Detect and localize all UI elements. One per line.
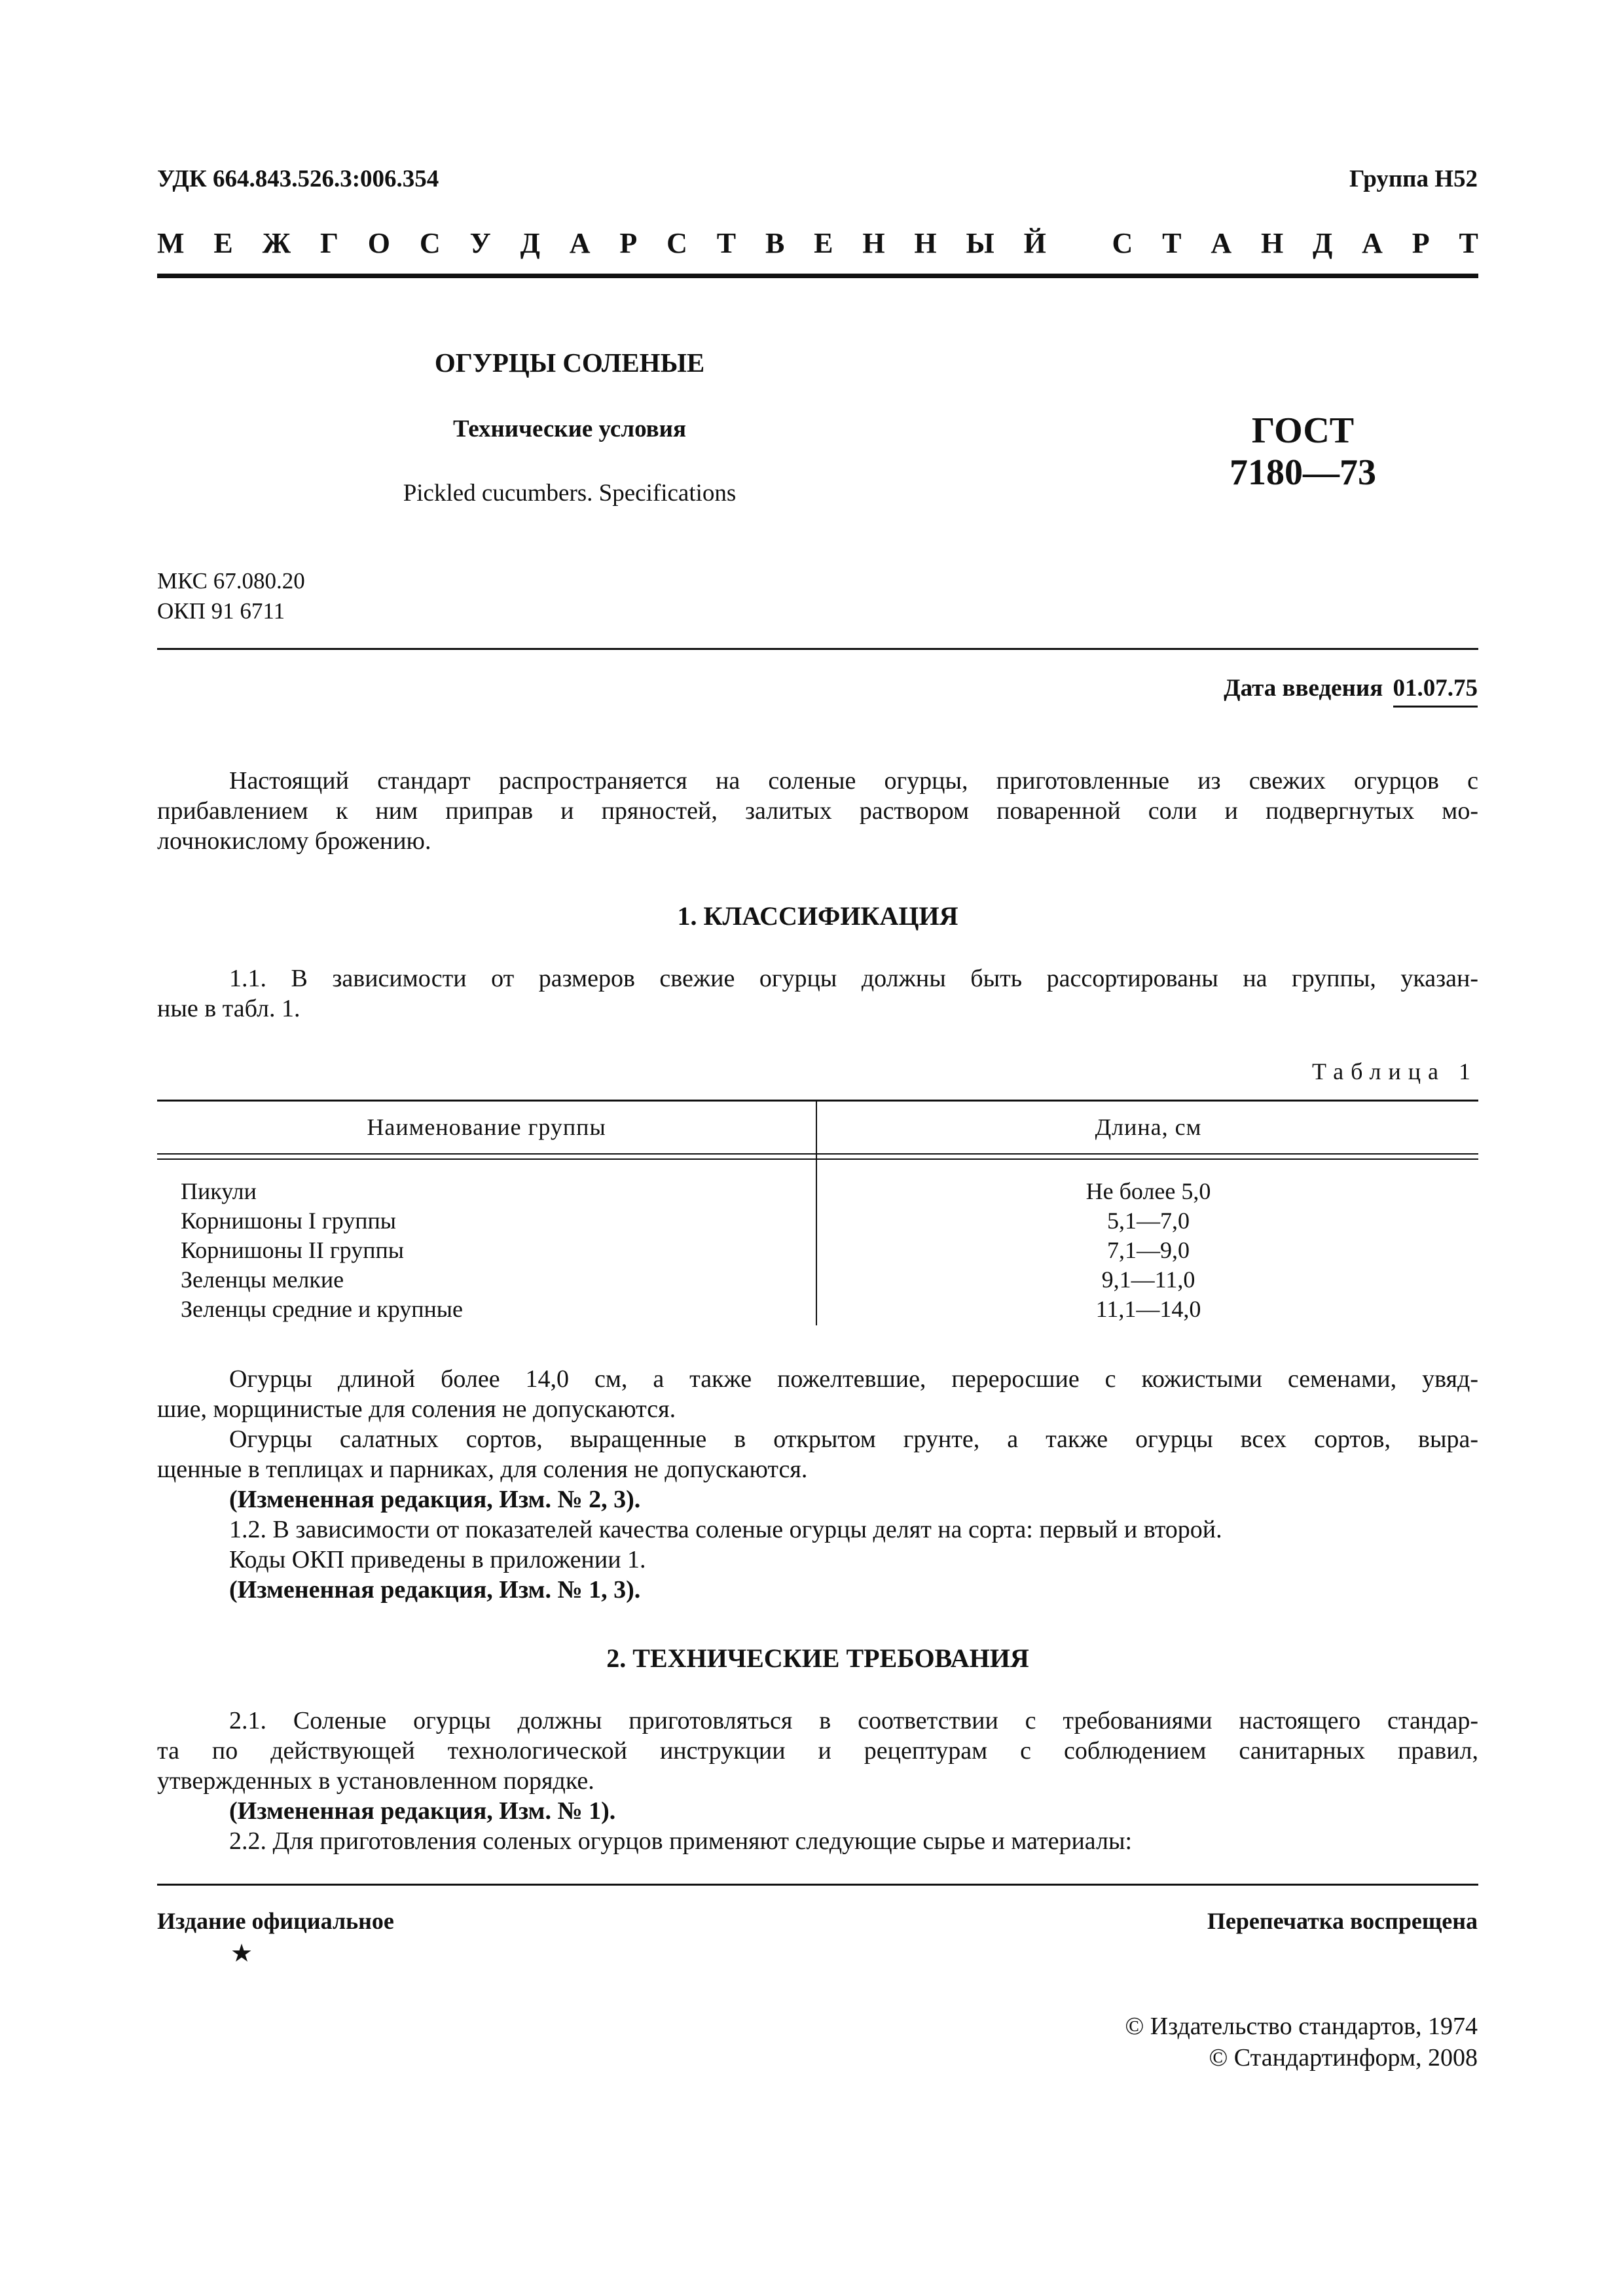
table-cell-length: Не более 5,0 <box>1085 1178 1211 1204</box>
clause-1-1-note-2 <box>157 1424 1478 1484</box>
intro-date-value: 01.07.75 <box>1393 675 1478 708</box>
okp-codes-note: Коды ОКП приведены в приложении 1. <box>229 1546 646 1573</box>
table-cell-length: 11,1—14,0 <box>1095 1296 1201 1322</box>
text-line: прибавлением к ним приправ и пряностей, залитых раствором поваренной соли и подвергнутых мо- <box>157 797 1478 825</box>
text-line: утвержденных в установленном порядке. <box>157 1767 594 1795</box>
udk-code: УДК 664.843.526.3:006.354 <box>157 166 439 192</box>
footer-rule <box>157 1884 1478 1886</box>
star-icon: ★ <box>230 1939 253 1967</box>
text-line: та по действующей технологической инструкции и рецептурам с соблюдением санитарных правил, <box>157 1737 1478 1765</box>
okp-code: ОКП 91 6711 <box>157 598 285 624</box>
table-cell-length: 9,1—11,0 <box>1101 1266 1195 1293</box>
clause-2-1 <box>157 1706 1478 1796</box>
section-1-heading: 1. КЛАССИФИКАЦИЯ <box>677 901 958 931</box>
text-line: Настоящий стандарт распространяется на соленые огурцы, приготовленные из свежих огурцов с <box>229 767 1478 795</box>
table-header-rule-1 <box>157 1153 1478 1155</box>
intro-paragraph <box>157 766 1478 856</box>
table-header-rule-2 <box>157 1158 1478 1160</box>
table-cell-group: Корнишоны II группы <box>181 1237 404 1263</box>
header-rule <box>157 274 1478 278</box>
section-2-heading: 2. ТЕХНИЧЕСКИЕ ТРЕБОВАНИЯ <box>606 1643 1029 1673</box>
table-label: Таблица 1 <box>1312 1058 1478 1085</box>
intro-date <box>1224 674 1478 702</box>
mks-code: МКС 67.080.20 <box>157 568 305 594</box>
text-line: шие, морщинистые для соления не допускаются. <box>157 1395 676 1423</box>
table-top-rule <box>157 1100 1478 1102</box>
clause-2-2: 2.2. Для приготовления соленых огурцов применяют следующие сырье и материалы: <box>229 1827 1133 1855</box>
table-header-length: Длина, см <box>1095 1114 1202 1140</box>
table-cell-group: Зеленцы мелкие <box>181 1266 344 1293</box>
table-column-divider <box>816 1102 817 1325</box>
codes-rule <box>157 648 1478 650</box>
gost-label: ГОСТ <box>1251 410 1355 451</box>
table-header-group-name: Наименование группы <box>367 1114 606 1140</box>
group-code: Группа Н52 <box>1349 166 1478 192</box>
official-edition: Издание официальное <box>157 1908 394 1934</box>
document-title: ОГУРЦЫ СОЛЕНЫЕ <box>434 348 705 378</box>
text-line: ные в табл. 1. <box>157 995 301 1022</box>
standard-type-banner: М Е Ж Г О С У Д А Р С Т В Е Н Н Ы Й С Т А Н Д А Р Т <box>157 227 1478 259</box>
document-subtitle: Технические условия <box>453 416 686 442</box>
clause-1-2: 1.2. В зависимости от показателей качества соленые огурцы делят на сорта: первый и второй. <box>229 1516 1222 1543</box>
text-line: щенные в теплицах и парниках, для соления не допускаются. <box>157 1456 808 1483</box>
amendment-note: (Измененная редакция, Изм. № 1). <box>229 1797 616 1825</box>
gost-number: 7180—73 <box>1230 452 1376 493</box>
table-cell-length: 7,1—9,0 <box>1107 1237 1190 1263</box>
amendment-note: (Измененная редакция, Изм. № 1, 3). <box>229 1576 641 1604</box>
english-title: Pickled cucumbers. Specifications <box>403 480 737 507</box>
amendment-note: (Измененная редакция, Изм. № 2, 3). <box>229 1486 641 1513</box>
table-cell-group: Зеленцы средние и крупные <box>181 1296 463 1322</box>
table-cell-group: Пикули <box>181 1178 257 1204</box>
text-line: лочнокислому брожению. <box>157 827 431 855</box>
text-line: Огурцы салатных сортов, выращенные в открытом грунте, а также огурцы всех сортов, выра- <box>229 1426 1478 1453</box>
clause-1-1 <box>157 963 1478 1024</box>
table-cell-length: 5,1—7,0 <box>1107 1208 1190 1234</box>
copyright-2008: © Стандартинформ, 2008 <box>1209 2044 1478 2072</box>
reprint-prohibited: Перепечатка воспрещена <box>1207 1908 1478 1934</box>
text-line: Огурцы длиной более 14,0 см, а также пожелтевшие, переросшие с кожистыми семенами, увяд- <box>229 1365 1478 1393</box>
text-line: 1.1. В зависимости от размеров свежие огурцы должны быть рассортированы на группы, указан- <box>229 965 1478 992</box>
intro-date-label: Дата введения <box>1224 675 1383 702</box>
copyright-1974: © Издательство стандартов, 1974 <box>1125 2013 1478 2040</box>
text-line: 2.1. Соленые огурцы должны приготовляться в соответствии с требованиями настоящего стандар- <box>229 1707 1478 1734</box>
table-cell-group: Корнишоны I группы <box>181 1208 396 1234</box>
clause-1-1-note-1 <box>157 1364 1478 1424</box>
